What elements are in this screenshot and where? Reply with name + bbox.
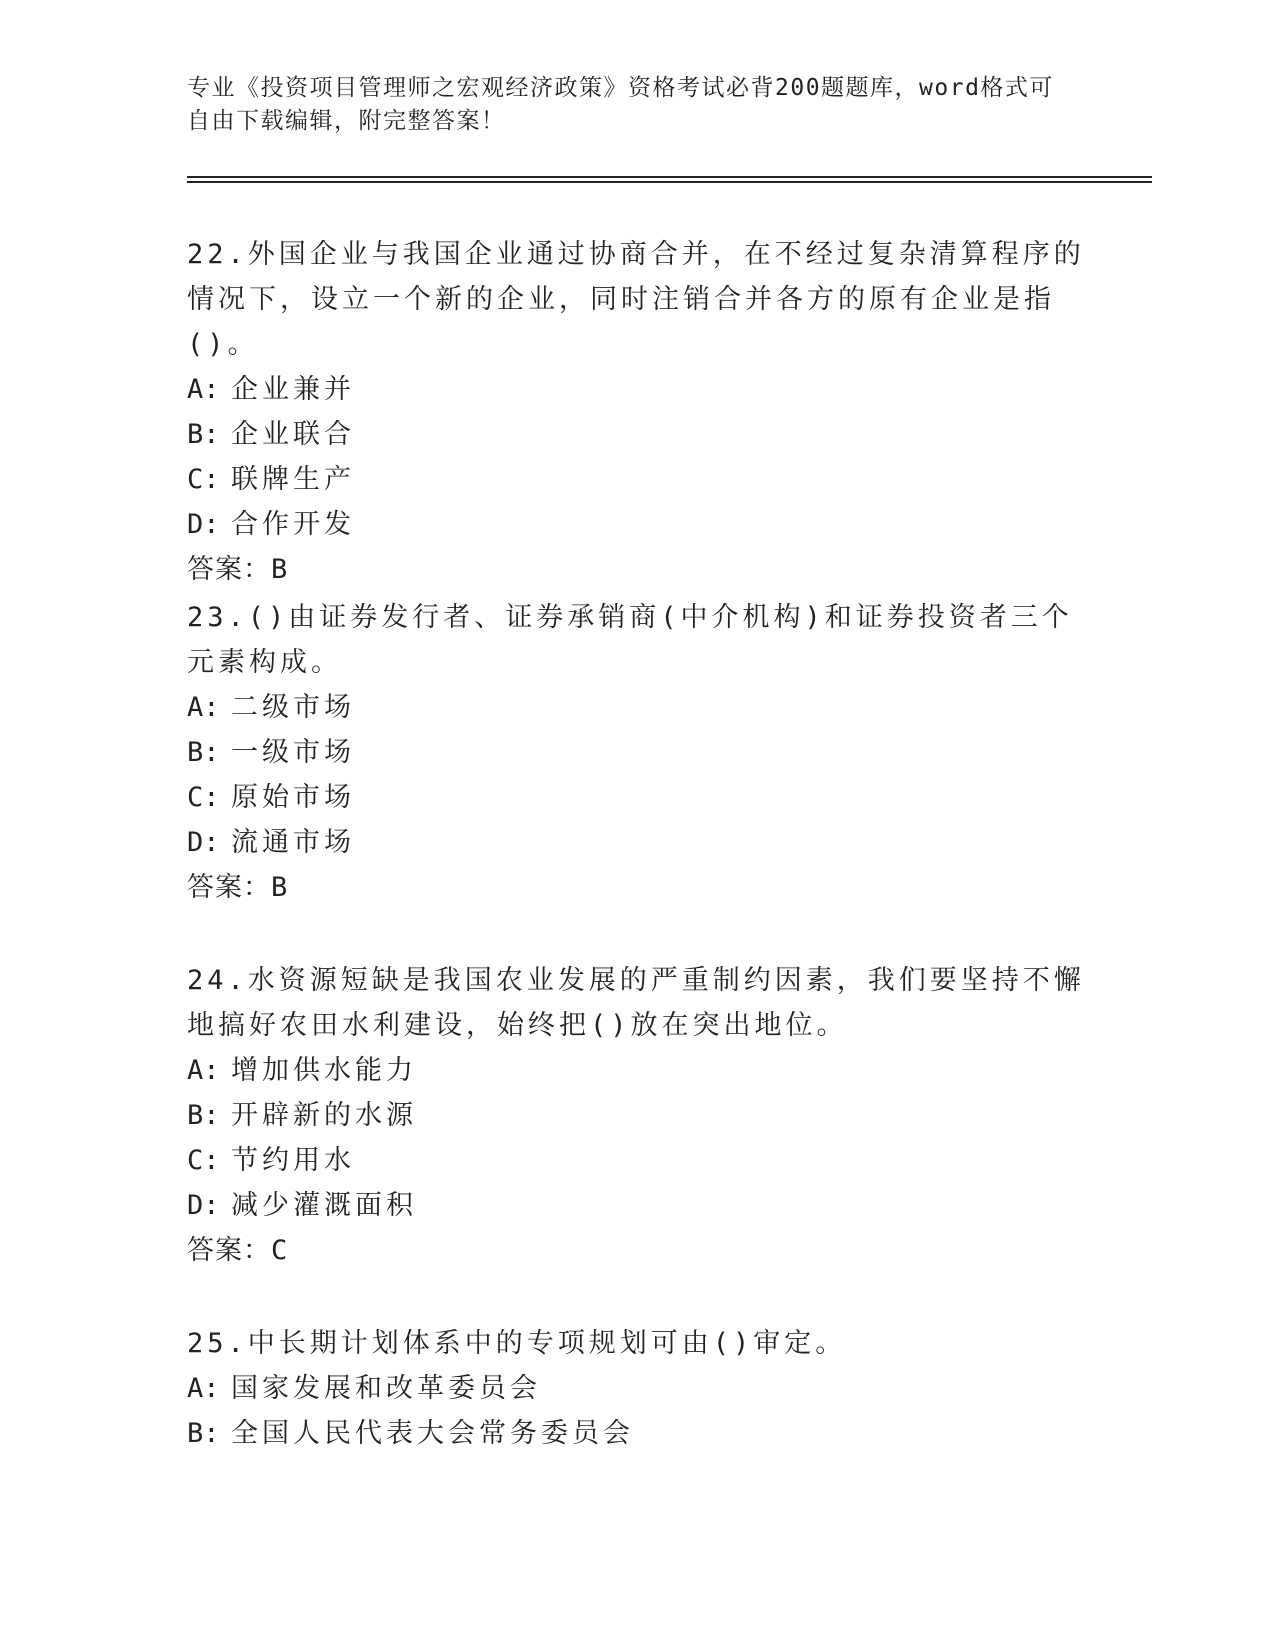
option-letter: A: <box>187 692 220 723</box>
header-divider-bottom <box>187 181 1152 183</box>
option-text: 原始市场 <box>231 782 355 813</box>
answer-line <box>187 865 1087 910</box>
option-letter: A: <box>187 374 220 405</box>
option-b <box>187 730 1087 775</box>
header-line-1: 专业《投资项目管理师之宏观经济政策》资格考试必背200题题库，word格式可 <box>187 75 1054 101</box>
option-text: 全国人民代表大会常务委员会 <box>231 1418 634 1449</box>
option-text: 二级市场 <box>231 692 355 723</box>
option-text: 减少灌溉面积 <box>231 1190 417 1221</box>
question-text: 25.中长期计划体系中的专项规划可由()审定。 <box>187 1328 847 1359</box>
option-text: 联牌生产 <box>231 464 355 495</box>
option-b <box>187 1411 1087 1456</box>
option-text: 合作开发 <box>231 509 355 540</box>
option-text: 开辟新的水源 <box>231 1100 417 1131</box>
option-text: 国家发展和改革委员会 <box>231 1373 541 1404</box>
answer-value: B <box>271 554 289 585</box>
answer-label: 答案： <box>187 1235 271 1266</box>
answer-value: B <box>271 872 289 903</box>
option-c <box>187 457 1087 502</box>
option-a <box>187 685 1087 730</box>
question-text: 23.()由证券发行者、证券承销商(中介机构)和证券投资者三个元素构成。 <box>187 602 1073 678</box>
option-letter: D: <box>187 1190 220 1221</box>
option-text: 企业兼并 <box>231 374 355 405</box>
option-b <box>187 1093 1087 1138</box>
option-d <box>187 820 1087 865</box>
option-letter: C: <box>187 464 220 495</box>
option-a <box>187 1366 1087 1411</box>
option-letter: B: <box>187 419 220 450</box>
option-letter: A: <box>187 1055 220 1086</box>
answer-line <box>187 547 1087 592</box>
option-a <box>187 367 1087 412</box>
option-text: 一级市场 <box>231 737 355 768</box>
question-24 <box>187 958 1087 1273</box>
option-b <box>187 412 1087 457</box>
option-letter: B: <box>187 1418 220 1449</box>
option-d <box>187 1183 1087 1228</box>
question-text: 22.外国企业与我国企业通过协商合并，在不经过复杂清算程序的情况下，设立一个新的企业，同时注销合并各方的原有企业是指()。 <box>187 239 1085 360</box>
answer-value: C <box>271 1235 289 1266</box>
option-c <box>187 775 1087 820</box>
question-25 <box>187 1321 1087 1456</box>
option-c <box>187 1138 1087 1183</box>
option-a <box>187 1048 1087 1093</box>
header-divider-top <box>187 176 1152 178</box>
document-header <box>187 72 1067 138</box>
option-letter: C: <box>187 1145 220 1176</box>
option-letter: D: <box>187 827 220 858</box>
question-text: 24.水资源短缺是我国农业发展的严重制约因素，我们要坚持不懈地搞好农田水利建设，始终把()放在突出地位。 <box>187 965 1085 1041</box>
question-23 <box>187 595 1087 910</box>
option-d <box>187 502 1087 547</box>
option-text: 节约用水 <box>231 1145 355 1176</box>
option-text: 增加供水能力 <box>231 1055 417 1086</box>
option-letter: A: <box>187 1373 220 1404</box>
question-22 <box>187 232 1087 592</box>
option-text: 流通市场 <box>231 827 355 858</box>
option-text: 企业联合 <box>231 419 355 450</box>
option-letter: B: <box>187 1100 220 1131</box>
answer-line <box>187 1228 1087 1273</box>
option-letter: D: <box>187 509 220 540</box>
option-letter: B: <box>187 737 220 768</box>
answer-label: 答案： <box>187 872 271 903</box>
header-line-2: 自由下载编辑，附完整答案！ <box>187 108 506 134</box>
answer-label: 答案： <box>187 554 271 585</box>
option-letter: C: <box>187 782 220 813</box>
